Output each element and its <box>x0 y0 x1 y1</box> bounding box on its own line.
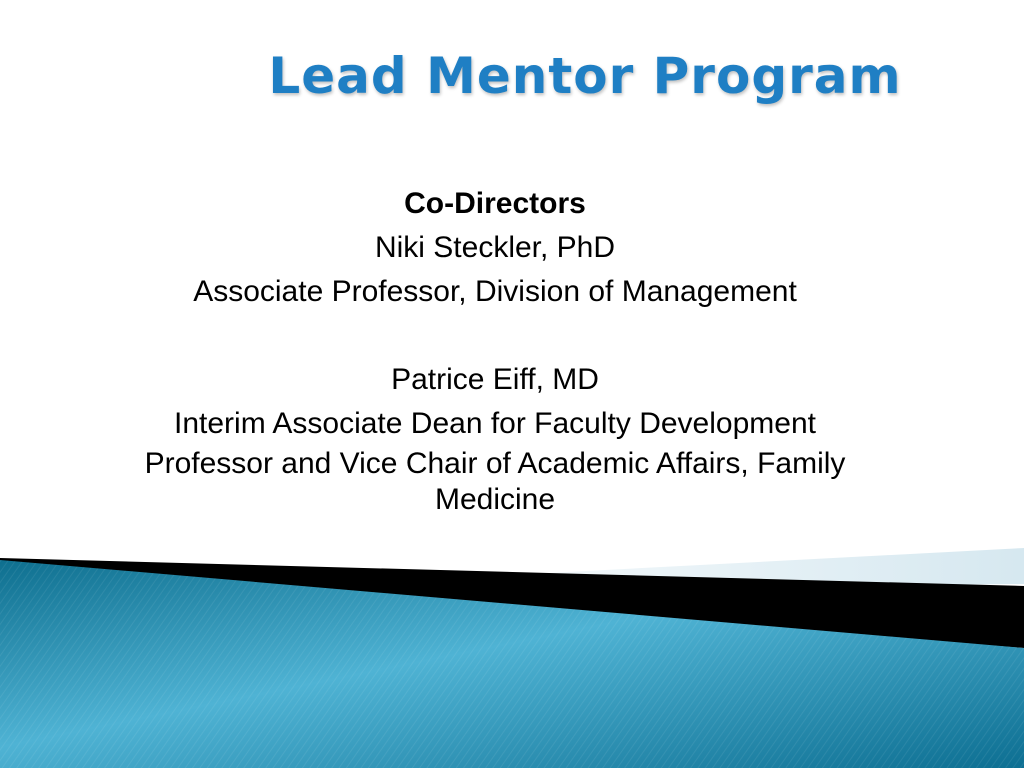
director-role: Associate Professor, Division of Management <box>193 275 797 308</box>
director-role: Medicine <box>434 483 556 516</box>
director-name: Patrice Eiff, MD <box>391 363 599 396</box>
spacer <box>0 314 990 358</box>
director-name: Niki Steckler, PhD <box>374 231 616 264</box>
section-heading: Co-Directors <box>404 187 586 220</box>
co-directors-block <box>0 182 990 518</box>
decorative-band <box>0 540 1024 768</box>
director-role: Professor and Vice Chair of Academic Affairs, Family <box>144 447 846 480</box>
slide-title: Lead Mentor Program <box>268 47 902 105</box>
director-role: Interim Associate Dean for Faculty Development <box>174 407 816 440</box>
